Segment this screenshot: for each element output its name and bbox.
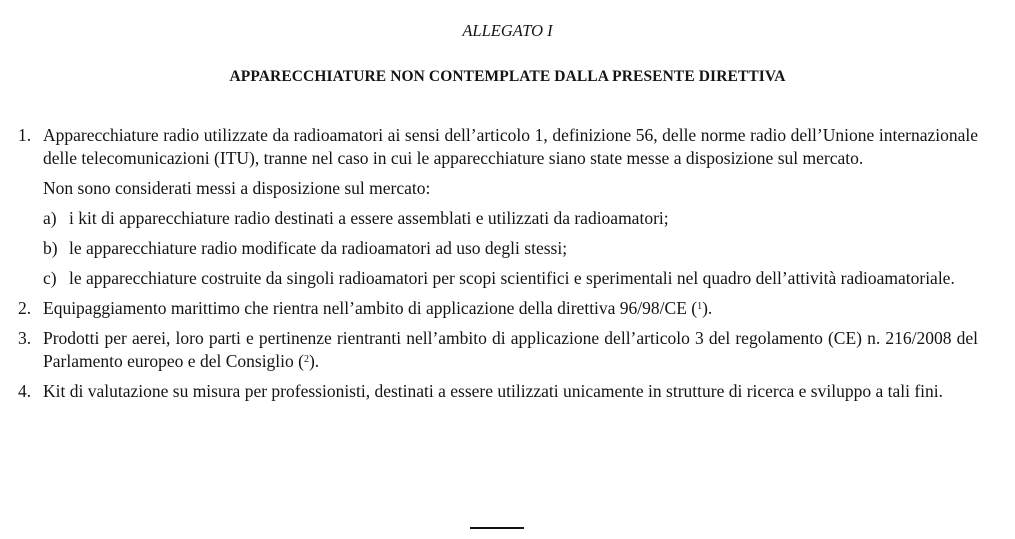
item-text-container (43, 297, 978, 320)
item-number: 2. (18, 298, 32, 318)
excluded-equipment-list (18, 124, 978, 410)
item-note: Non sono considerati messi a disposizione sul mercato: (43, 178, 431, 198)
list-item-2 (18, 297, 978, 320)
sub-item-text: le apparecchiature radio modificate da radioamatori ad uso degli stessi; (69, 238, 568, 258)
sub-item-c (43, 267, 978, 290)
sub-item-a (43, 207, 978, 230)
item-number: 4. (18, 381, 32, 401)
list-item-3 (18, 327, 978, 373)
item-text-end: ). (702, 298, 713, 318)
sub-item-letter: a) (43, 208, 57, 228)
sub-item-text: le apparecchiature costruite da singoli radioamatori per scopi scientifici e sperimentali nel quadro dell’attività radioamatoriale. (69, 268, 955, 288)
sub-item-text: i kit di apparecchiature radio destinati a essere assemblati e utilizzati da radioamatori; (69, 208, 669, 228)
footnote-reference[interactable]: 2 (303, 354, 309, 365)
item-number: 1. (18, 125, 32, 145)
list-item-4 (18, 380, 978, 403)
annex-label: ALLEGATO I (462, 21, 553, 40)
item-number: 3. (18, 328, 32, 348)
item-text: Equipaggiamento marittimo che rientra nell’ambito di applicazione della direttiva 96/98/CE ( (43, 298, 698, 318)
list-item-1 (18, 124, 978, 290)
item-text-container (43, 327, 978, 373)
sub-item-b (43, 237, 978, 260)
annex-title: APPARECCHIATURE NON CONTEMPLATE DALLA PRESENTE DIRETTIVA (229, 68, 786, 85)
item-text: Apparecchiature radio utilizzate da radioamatori ai sensi dell’articolo 1, definizione 56, delle norme radio dell’Unione internazionale delle telecomunicazioni (ITU), tranne nel caso in cui le apparecchiature siano state messe a disposizione sul mercato. (43, 125, 978, 168)
item-text: Kit di valutazione su misura per professionisti, destinati a essere utilizzati unicamente in strutture di ricerca e sviluppo a tali fini. (43, 381, 944, 401)
sub-item-letter: c) (43, 268, 57, 288)
item-text-end: ). (308, 351, 320, 371)
sub-item-letter: b) (43, 238, 58, 258)
end-of-annex-rule (470, 527, 524, 529)
footnote-reference[interactable]: 1 (697, 301, 703, 312)
item-text: Prodotti per aerei, loro parti e pertinenze rientranti nell’ambito di applicazione dell’articolo 3 del regolamento (CE) n. 216/2008 del Parlamento europeo e del Consiglio ( (43, 328, 978, 371)
